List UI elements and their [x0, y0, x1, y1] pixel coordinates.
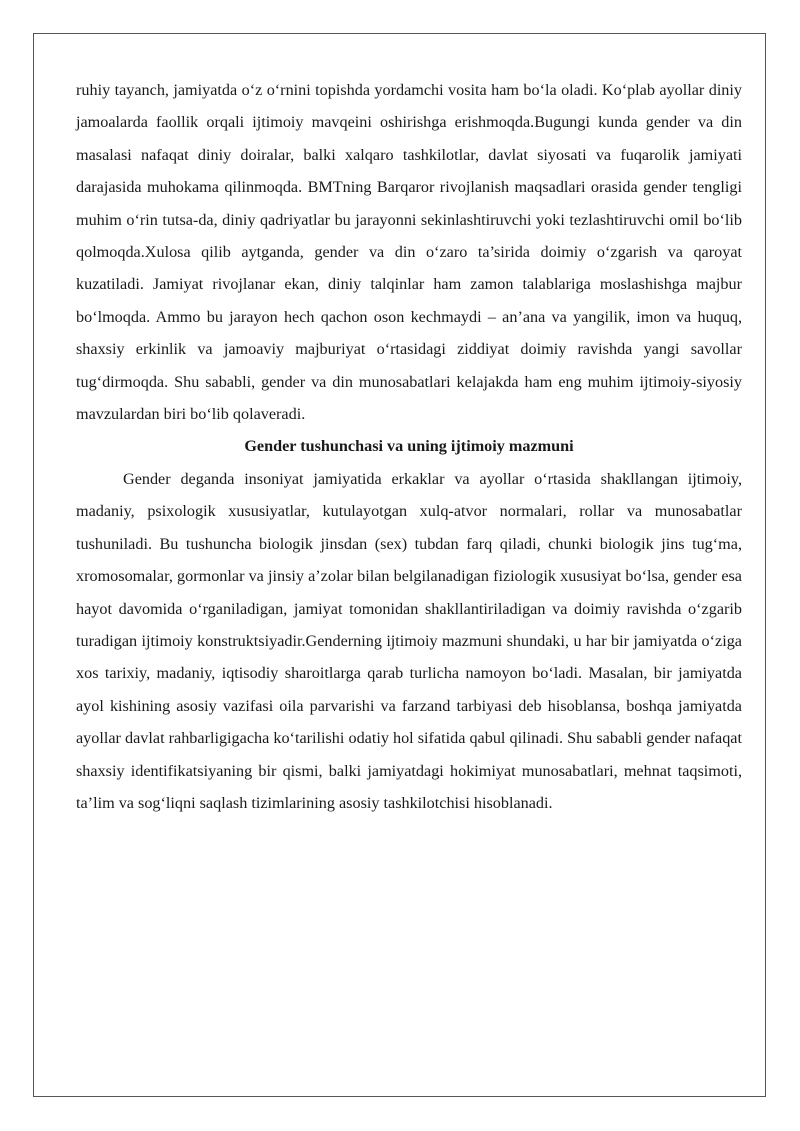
body-paragraph: Gender deganda insoniyat jamiyatida erkaklar va ayollar o‘rtasida shakllangan ijtimoiy, madaniy, psixologik xususiyatlar, kutulayotgan xulq-atvor normalari, rollar va munosabatlar tushuniladi. Bu tushuncha biologik jinsdan (sex) tubdan farq qiladi, chunki biologik jins tug‘ma, xromosomalar, gormonlar va jinsiy a’zolar bilan belgilanadigan fiziologik xususiyat bo‘lsa, gender esa hayot davomida o‘rganiladigan, jamiyat tomonidan shakllantiriladigan va doimiy ravishda o‘zgarib turadigan ijtimoiy konstruktsiyadir.Genderning ijtimoiy mazmuni shundaki, u har bir jamiyatda o‘ziga xos tarixiy, madaniy, iqtisodiy sharoitlarga qarab turlicha namoyon bo‘ladi. Masalan, bir jamiyatda ayol kishining asosiy vazifasi oila parvarishi va farzand tarbiyasi deb hisoblansa, boshqa jamiyatda ayollar davlat rahbarligigacha ko‘tarilishi odatiy hol sifatida qabul qilinadi. Shu sababli gender nafaqat shaxsiy identifikatsiyaning bir qismi, balki jamiyatdagi hokimiyat munosabatlari, mehnat taqsimoti, ta’lim va sog‘liqni saqlash tizimlarining asosiy tashkilotchisi hisoblanadi. [76, 469, 742, 812]
section-heading: Gender tushunchasi va uning ijtimoiy mazmuni [244, 437, 574, 456]
body-paragraph: ruhiy tayanch, jamiyatda o‘z o‘rnini topishda yordamchi vosita ham bo‘la oladi. Ko‘plab ayollar diniy jamoalarda faollik orqali ijtimoiy mavqeini oshirishga erishmoqda.Bugungi kunda gender va din masalasi nafaqat diniy doiralar, balki xalqaro tashkilotlar, davlat siyosati va fuqarolik jamiyati darajasida muhokama qilinmoqda. BMTning Barqaror rivojlanish maqsadlari orasida gender tengligi muhim o‘rin tutsa-da, diniy qadriyatlar bu jarayonni sekinlashtiruvchi yoki tezlashtiruvchi omil bo‘lib qolmoqda.Xulosa qilib aytganda, gender va din o‘zaro ta’sirida doimiy o‘zgarish va qaroyat kuzatiladi. Jamiyat rivojlanar ekan, diniy talqinlar ham zamon talablariga moslashishga majbur bo‘lmoqda. Ammo bu jarayon hech qachon oson kechmaydi – an’ana va yangilik, imon va huquq, shaxsiy erkinlik va jamoaviy majburiyat o‘rtasidagi ziddiyat doimiy ravishda yangi savollar tug‘dirmoqda. Shu sababli, gender va din munosabatlari kelajakda ham eng muhim ijtimoiy-siyosiy mavzulardan biri bo‘lib qolaveradi. [76, 81, 742, 424]
document-body [76, 74, 742, 819]
